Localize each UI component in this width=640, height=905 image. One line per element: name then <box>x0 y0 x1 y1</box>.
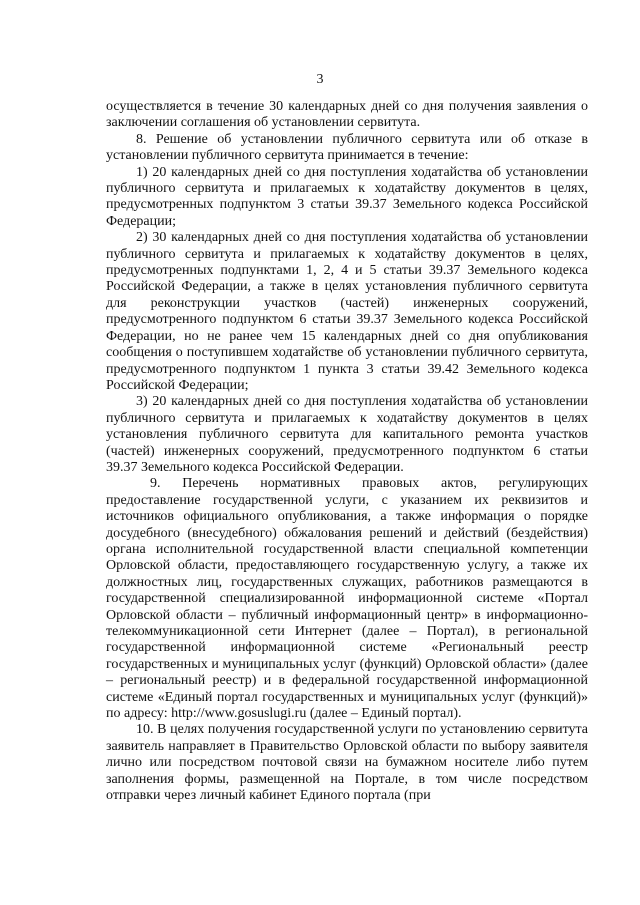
document-body <box>106 99 588 804</box>
page-number: 3 <box>316 72 324 87</box>
paragraph-item-10: 10. В целях получения государственной услуги по установлению сервитута заявитель направляет в Правительство Орловской области по выбору заявителя лично или посредством почтовой связи на бумажном носителе либо путем заполнения формы, размещенной на Портале, в том числе посредством отправки через личный кабинет Единого портала (при <box>106 722 588 804</box>
paragraph-continuation: осуществляется в течение 30 календарных дней со дня получения заявления о заключении соглашения об установлении сервитута. <box>106 99 588 131</box>
paragraph-subitem-1: 1) 20 календарных дней со дня поступления ходатайства об установлении публичного сервитута и прилагаемых к ходатайству документов в целях, предусмотренных подпунктом 3 статьи 39.37 Земельного кодекса Российской Федерации; <box>106 164 588 229</box>
paragraph-subitem-2: 2) 30 календарных дней со дня поступления ходатайства об установлении публичного сервитута и прилагаемых к ходатайству документов в целях, предусмотренных подпунктами 1, 2, 4 и 5 статьи 39.37 Земельного кодекса Российской Федерации, а также в целях установления публичного сервитута для реконструкции участков (частей) инженерных сооружений, предусмотренного подпунктом 6 статьи 39.37 Земельного кодекса Российской Федерации, но не ранее чем 15 календарных дней со дня опубликования сообщения о поступившем ходатайстве об установлении публичного сервитута, предусмотренного подпунктом 1 пункта 3 статьи 39.42 Земельного кодекса Российской Федерации; <box>106 230 588 393</box>
paragraph-item-9: 9. Перечень нормативных правовых актов, регулирующих предоставление государственной услуги, с указанием их реквизитов и источников официального опубликования, а также информация о порядке досудебного (внесудебного) обжалования решений и действий (бездействия) органа исполнительной государственной власти специальной компетенции Орловской области, предоставляющего государственную услугу, а также их должностных лиц, государственных служащих, работников размещаются в государственной специализированной информационной системе «Портал Орловской области – публичный информационный центр» в информационно-телекоммуникационной сети Интернет (далее – Портал), в региональной государственной информационной системе «Региональный реестр государственных и муниципальных услуг (функций) Орловской области» (далее – региональный реестр) и в федеральной государственной информационной системе «Единый портал государственных и муниципальных услуг (функций)» по адресу: http://www.gosuslugi.ru (далее – Единый портал). <box>106 476 588 722</box>
paragraph-item-8: 8. Решение об установлении публичного сервитута или об отказе в установлении публичного сервитута принимается в течение: <box>106 131 588 164</box>
paragraph-subitem-3: 3) 20 календарных дней со дня поступления ходатайства об установлении публичного сервитута и прилагаемых к ходатайству документов в целях установления публичного сервитута для капитального ремонта участков (частей) инженерных сооружений, предусмотренного подпунктом 6 статьи 39.37 Земельного кодекса Российской Федерации. <box>106 394 588 475</box>
